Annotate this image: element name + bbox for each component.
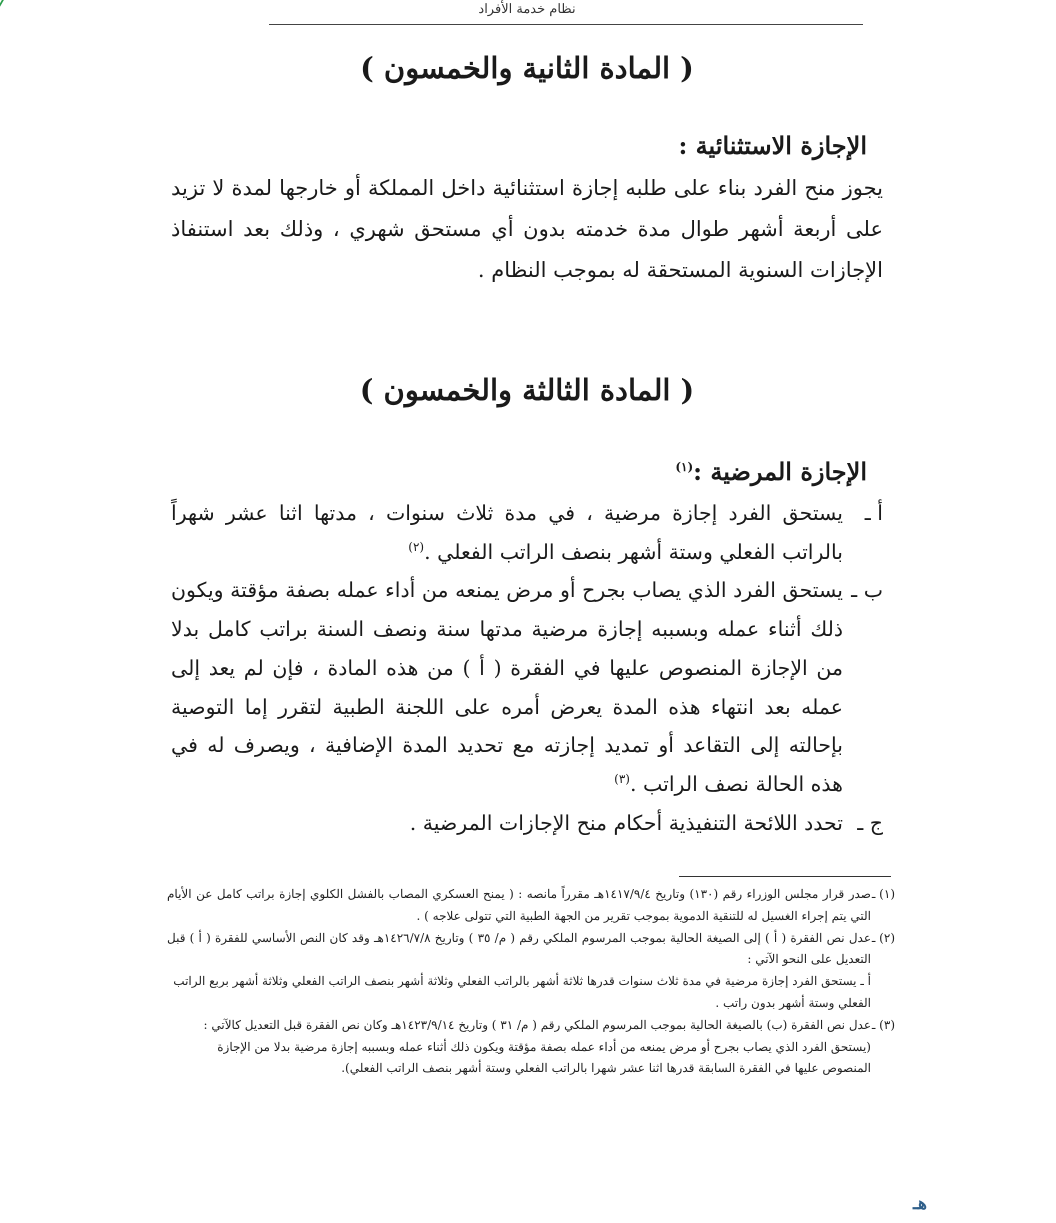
running-header: نظام خدمة الأفراد — [479, 2, 577, 17]
footnote-ref-3: (٣) — [615, 772, 631, 787]
footnote-ref-2: (٢) — [409, 539, 426, 554]
header-rule — [270, 24, 864, 25]
article-52-paragraph: يجوز منح الفرد بناء على طلبه إجازة استثنائية داخل المملكة أو خارجها لمدة لا تزيد على أربعة أشهر طوال مدة خدمته بدون أي مستحق شهري ، وذلك بعد استنفاذ الإجازات السنوية المستحقة له بموجب النظام . — [172, 176, 884, 282]
article-52-heading: ( المادة الثانية والخمسون ) — [361, 51, 695, 85]
list-item — [172, 571, 884, 803]
footnote-1 — [168, 884, 896, 928]
article-53-heading: ( المادة الثالثة والخمسون ) — [360, 373, 696, 407]
footnote-number: (٢) ـ — [872, 930, 896, 945]
footnote-text: عدل نص الفقرة ( أ ) إلى الصيغة الحالية بموجب المرسوم الملكي رقم ( م/ ٣٥ ) وتاريخ ١٤٢٦/٧/٨هـ وقد كان النص الأساسي للفقرة ( أ ) قبل التعديل على النحو الآتي : — [168, 930, 873, 967]
item-marker: ب ـ — [852, 578, 884, 603]
footnote-quote: أ ـ يستحق الفرد إجازة مرضية في مدة ثلاث سنوات قدرها ثلاثة أشهر بالراتب الفعلي وثلاثة أشهر بنصف الراتب الفعلي وثلاثة أشهر بربع الراتب الفعلي وستة أشهر بدون راتب . — [174, 974, 872, 1010]
item-text-body: يستحق الفرد الذي يصاب بجرح أو مرض يمنعه من أداء عمله بصفة مؤقتة ويكون ذلك أثناء عمله وبسببه إجازة مرضية مدتها سنة ونصف السنة براتب كامل بدلا من الإجازة المنصوص عليها في الفقرة ( أ ) من هذه المادة ، فإن لم يعد إلى عمله بعد انتهاء هذه المدة يعرض أمره على اللجنة الطبية لتقرر إما التوصية بإحالته إلى التقاعد أو تمديد إجازته مع تحديد المدة الإضافية ، ويصرف له في هذه الحالة نصف الراتب . — [172, 578, 844, 796]
footnote-number: (٣) ـ — [872, 1017, 896, 1032]
item-text-body: تحدد اللائحة التنفيذية أحكام منح الإجازات المرضية . — [410, 810, 844, 835]
footnote-number: (١) ـ — [872, 887, 896, 901]
exceptional-leave-title: الإجازة الاستثنائية : — [679, 131, 868, 160]
list-item — [172, 804, 884, 843]
sick-leave-title — [676, 456, 868, 488]
footnote-text: عدل نص الفقرة (ب) بالصيغة الحالية بموجب المرسوم الملكي رقم ( م/ ٣١ ) وتاريخ ١٤٢٣/٩/١٤هـ وكان نص الفقرة قبل التعديل كالآتي : — [204, 1017, 872, 1032]
item-marker: ج ـ — [858, 810, 884, 835]
footnote-rule — [680, 876, 892, 877]
footnotes — [168, 884, 896, 1080]
footnote-2 — [168, 928, 896, 1015]
footnote-quote: (يستحق الفرد الذي يصاب بجرح أو مرض يمنعه من أداء عمله بصفة مؤقتة ويكون ذلك أثناء عمله وبسببه إجازة مرضية بدلا من الإجازة المنصوص عليها في الفقرة السابقة قدرها اثنا عشر شهرا بالراتب الفعلي وستة أشهر بنصف الراتب الفعلي). — [218, 1039, 872, 1076]
item-text — [172, 494, 884, 571]
item-marker: أ ـ — [865, 501, 884, 525]
footnote-ref-1: (١) — [676, 460, 695, 474]
page-mark: هـ — [914, 1194, 928, 1214]
footnote-text: صدر قرار مجلس الوزراء رقم (١٣٠) وتاريخ ١٤١٧/٩/٤هـ مقرراً مانصه : ( يمنح العسكري المصاب بالفشل الكلوي إجازة براتب كامل عن الأيام التي يتم إجراء الغسيل له للتنقية الدموية بموجب تقرير من الجهة الطبية التي تتولى علاجه ) . — [168, 887, 872, 923]
item-text — [172, 571, 884, 803]
footnote-3 — [168, 1015, 896, 1080]
item-text — [172, 804, 884, 843]
item-text-body: يستحق الفرد إجازة مرضية ، في مدة ثلاث سنوات ، مدتها اثنا عشر شهراً بالراتب الفعلي وستة أشهر بنصف الراتب الفعلي . — [172, 501, 844, 564]
list-item — [172, 494, 884, 571]
sick-leave-title-text: الإجازة المرضية : — [694, 457, 868, 486]
sick-leave-items — [172, 494, 884, 842]
